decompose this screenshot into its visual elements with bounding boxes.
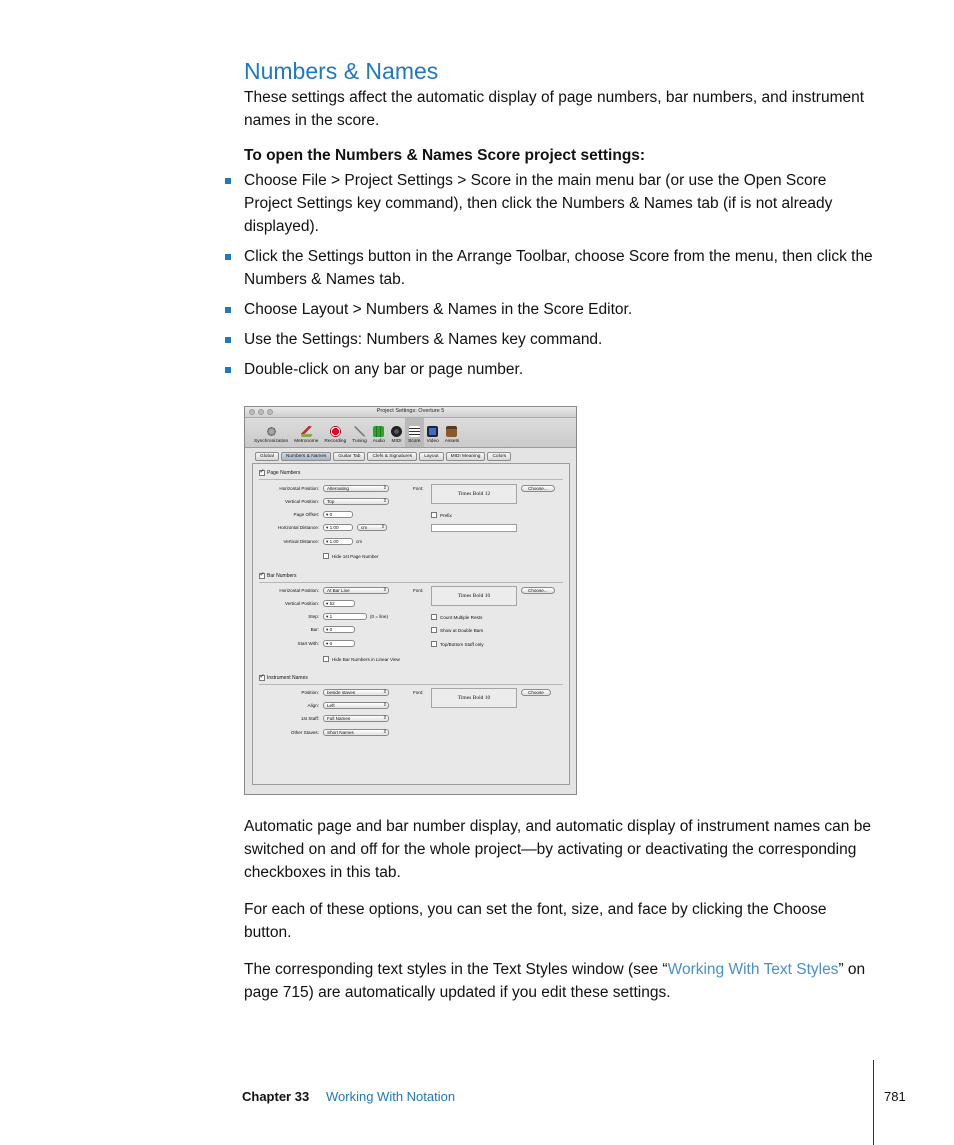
instrument-names-checkbox bbox=[259, 675, 265, 681]
unit-label: cm bbox=[356, 539, 363, 544]
bar-stepper: ▾ 0 bbox=[323, 626, 355, 633]
window-titlebar bbox=[245, 407, 576, 418]
divider bbox=[259, 684, 563, 685]
checkbox bbox=[431, 627, 437, 633]
prefix-text-field bbox=[431, 524, 517, 532]
field-label: Other Staves: bbox=[290, 730, 319, 735]
checkbox bbox=[431, 614, 437, 620]
font-label: Font: bbox=[413, 690, 424, 695]
settings-tabs bbox=[255, 452, 511, 461]
toolbar-assets: Assets bbox=[442, 418, 462, 447]
field-label: Vertical Position: bbox=[285, 499, 319, 504]
score-icon bbox=[409, 426, 420, 437]
bar-font-preview: Times Bold 10 bbox=[431, 586, 517, 606]
instrument-font-preview: Times Bold 10 bbox=[431, 688, 517, 708]
checkbox bbox=[323, 656, 329, 662]
field-label: Vertical Distance: bbox=[283, 539, 319, 544]
page-v-position-popup: Top ⇕ bbox=[323, 498, 389, 505]
instrument-align-popup: Left ⇕ bbox=[323, 702, 389, 709]
page-number: 781 bbox=[884, 1089, 906, 1104]
bullet-item: Click the Settings button in the Arrange Toolbar, choose Score from the menu, then click the Numbers & Names tab. bbox=[244, 245, 874, 291]
field-label: Horizontal Position: bbox=[279, 486, 319, 491]
field-label: Horizontal Position: bbox=[279, 588, 319, 593]
page-font-choose-button: Choose... bbox=[521, 485, 555, 492]
footer-divider bbox=[873, 1060, 874, 1145]
body-paragraph: Automatic page and bar number display, and automatic display of instrument names can be switched on and off for the whole project—by activating or deactivating the corresponding checkboxes in this tab. bbox=[244, 818, 871, 881]
tab-layout: Layout bbox=[419, 452, 443, 461]
page-h-distance-stepper: ▾ 1.00 bbox=[323, 524, 353, 531]
bullet-item: Choose Layout > Numbers & Names in the Score Editor. bbox=[244, 298, 874, 321]
other-staves-popup: Short Names ⇕ bbox=[323, 729, 389, 736]
field-label: Horizontal Distance: bbox=[277, 525, 319, 530]
font-label: Font: bbox=[413, 588, 424, 593]
toolbar-video: Video bbox=[424, 418, 442, 447]
field-label: Align: bbox=[307, 703, 319, 708]
page-numbers-checkbox bbox=[259, 470, 265, 476]
bar-h-position-popup: At Bar Line ⇕ bbox=[323, 587, 389, 594]
toolbar-audio: Audio bbox=[370, 418, 388, 447]
tab-colors: Colors bbox=[487, 452, 511, 461]
page-numbers-header: ✓ Page Numbers bbox=[259, 470, 300, 476]
toolbar-synchronization: Synchronization bbox=[251, 418, 291, 447]
field-label: Vertical Position: bbox=[285, 601, 319, 606]
toolbar-tuning: Tuning bbox=[349, 418, 370, 447]
midi-plug-icon bbox=[391, 426, 402, 437]
instrument-font-choose-button: Choose bbox=[521, 689, 551, 696]
tuning-fork-icon bbox=[354, 426, 365, 437]
divider bbox=[259, 582, 563, 583]
tab-clefs-signatures: Clefs & Signatures bbox=[367, 452, 417, 461]
font-label: Font: bbox=[413, 486, 424, 491]
start-with-stepper: ▾ 0 bbox=[323, 640, 355, 647]
bar-numbers-checkbox bbox=[259, 573, 265, 579]
text-styles-link[interactable]: Working With Text Styles bbox=[667, 961, 839, 978]
metronome-icon bbox=[301, 426, 312, 437]
hide-linear-view-option: Hide Bar Numbers in Linear View bbox=[323, 656, 400, 662]
toolbar-score: Score bbox=[405, 418, 424, 447]
checkbox bbox=[323, 553, 329, 559]
field-label: 1st Staff: bbox=[300, 716, 319, 721]
window-title: Project Settings: Overture 5 bbox=[376, 408, 445, 414]
field-label: Step: bbox=[308, 614, 319, 619]
show-double-bars-option: Show at Double Bars bbox=[431, 627, 483, 633]
tab-guitar-tab: Guitar Tab bbox=[333, 452, 365, 461]
intro-paragraph: These settings affect the automatic display of page numbers, bar numbers, and instrument names in the score. bbox=[244, 89, 865, 129]
tab-midi-meaning: MIDI Meaning bbox=[446, 452, 486, 461]
section-heading: Numbers & Names bbox=[244, 58, 439, 84]
toolbar-metronome: Metronome bbox=[291, 418, 321, 447]
page-font-preview: Times Bold 12 bbox=[431, 484, 517, 504]
field-label: Bar: bbox=[310, 627, 319, 632]
bar-step-stepper: ▾ 1 bbox=[323, 613, 367, 620]
page-v-distance-stepper: ▾ 1.00 bbox=[323, 538, 353, 545]
settings-toolbar bbox=[245, 418, 576, 448]
toolbar-recording: Recording bbox=[321, 418, 349, 447]
page-h-unit-popup: cm ⇕ bbox=[357, 524, 387, 531]
task-subheading: To open the Numbers & Names Score project settings: bbox=[244, 147, 646, 164]
field-label: Start With: bbox=[297, 641, 319, 646]
checkbox bbox=[431, 641, 437, 647]
toolbar-midi: MIDI bbox=[388, 418, 405, 447]
count-rests-option: Count Multiple Rests bbox=[431, 614, 482, 620]
field-label: Position: bbox=[301, 690, 319, 695]
video-icon bbox=[427, 426, 438, 437]
settings-panel bbox=[252, 463, 570, 785]
field-label: Page Offset: bbox=[293, 512, 319, 517]
prefix-option: Prefix bbox=[431, 512, 452, 518]
page-offset-stepper: ▾ 0 bbox=[323, 511, 353, 518]
synchronization-icon bbox=[266, 426, 277, 437]
bullet-item: Double-click on any bar or page number. bbox=[244, 358, 874, 381]
first-staff-popup: Full Names ⇕ bbox=[323, 715, 389, 722]
instrument-names-header: ✓ Instrument Names bbox=[259, 675, 308, 681]
instrument-position-popup: beside staves ⇕ bbox=[323, 689, 389, 696]
divider bbox=[259, 479, 563, 480]
bar-v-position-stepper: ▾ 52 bbox=[323, 600, 355, 607]
body-paragraph: For each of these options, you can set the font, size, and face by clicking the Choose button. bbox=[244, 901, 827, 941]
audio-meter-icon bbox=[373, 426, 384, 437]
hide-first-page-option: Hide 1st Page Number bbox=[323, 553, 378, 559]
tab-numbers-names: Numbers & Names bbox=[281, 452, 332, 461]
tab-global: Global bbox=[255, 452, 279, 461]
footer-chapter: Chapter 33 bbox=[242, 1089, 310, 1104]
checkbox bbox=[431, 512, 437, 518]
bullet-item: Choose File > Project Settings > Score in the main menu bar (or use the Open Score Project Settings key command), then click the Numbers & Names tab (if is not already displayed). bbox=[244, 169, 874, 238]
bar-font-choose-button: Choose... bbox=[521, 587, 555, 594]
body-paragraph: The corresponding text styles in the Text Styles window (see “Working With Text Styles” on page 715) are automatically updated if you edit these settings. bbox=[244, 961, 866, 1001]
page-h-position-popup: Alternating ⇕ bbox=[323, 485, 389, 492]
project-settings-screenshot bbox=[244, 406, 577, 795]
bullet-item: Use the Settings: Numbers & Names key command. bbox=[244, 328, 874, 351]
briefcase-icon bbox=[446, 426, 457, 437]
bar-numbers-header: ✓ Bar Numbers bbox=[259, 573, 296, 579]
record-icon bbox=[330, 426, 341, 437]
footer-chapter-title: Working With Notation bbox=[326, 1089, 456, 1104]
step-note: (0 = line) bbox=[370, 614, 389, 619]
top-bottom-staff-option: Top/Bottom Staff only bbox=[431, 641, 484, 647]
